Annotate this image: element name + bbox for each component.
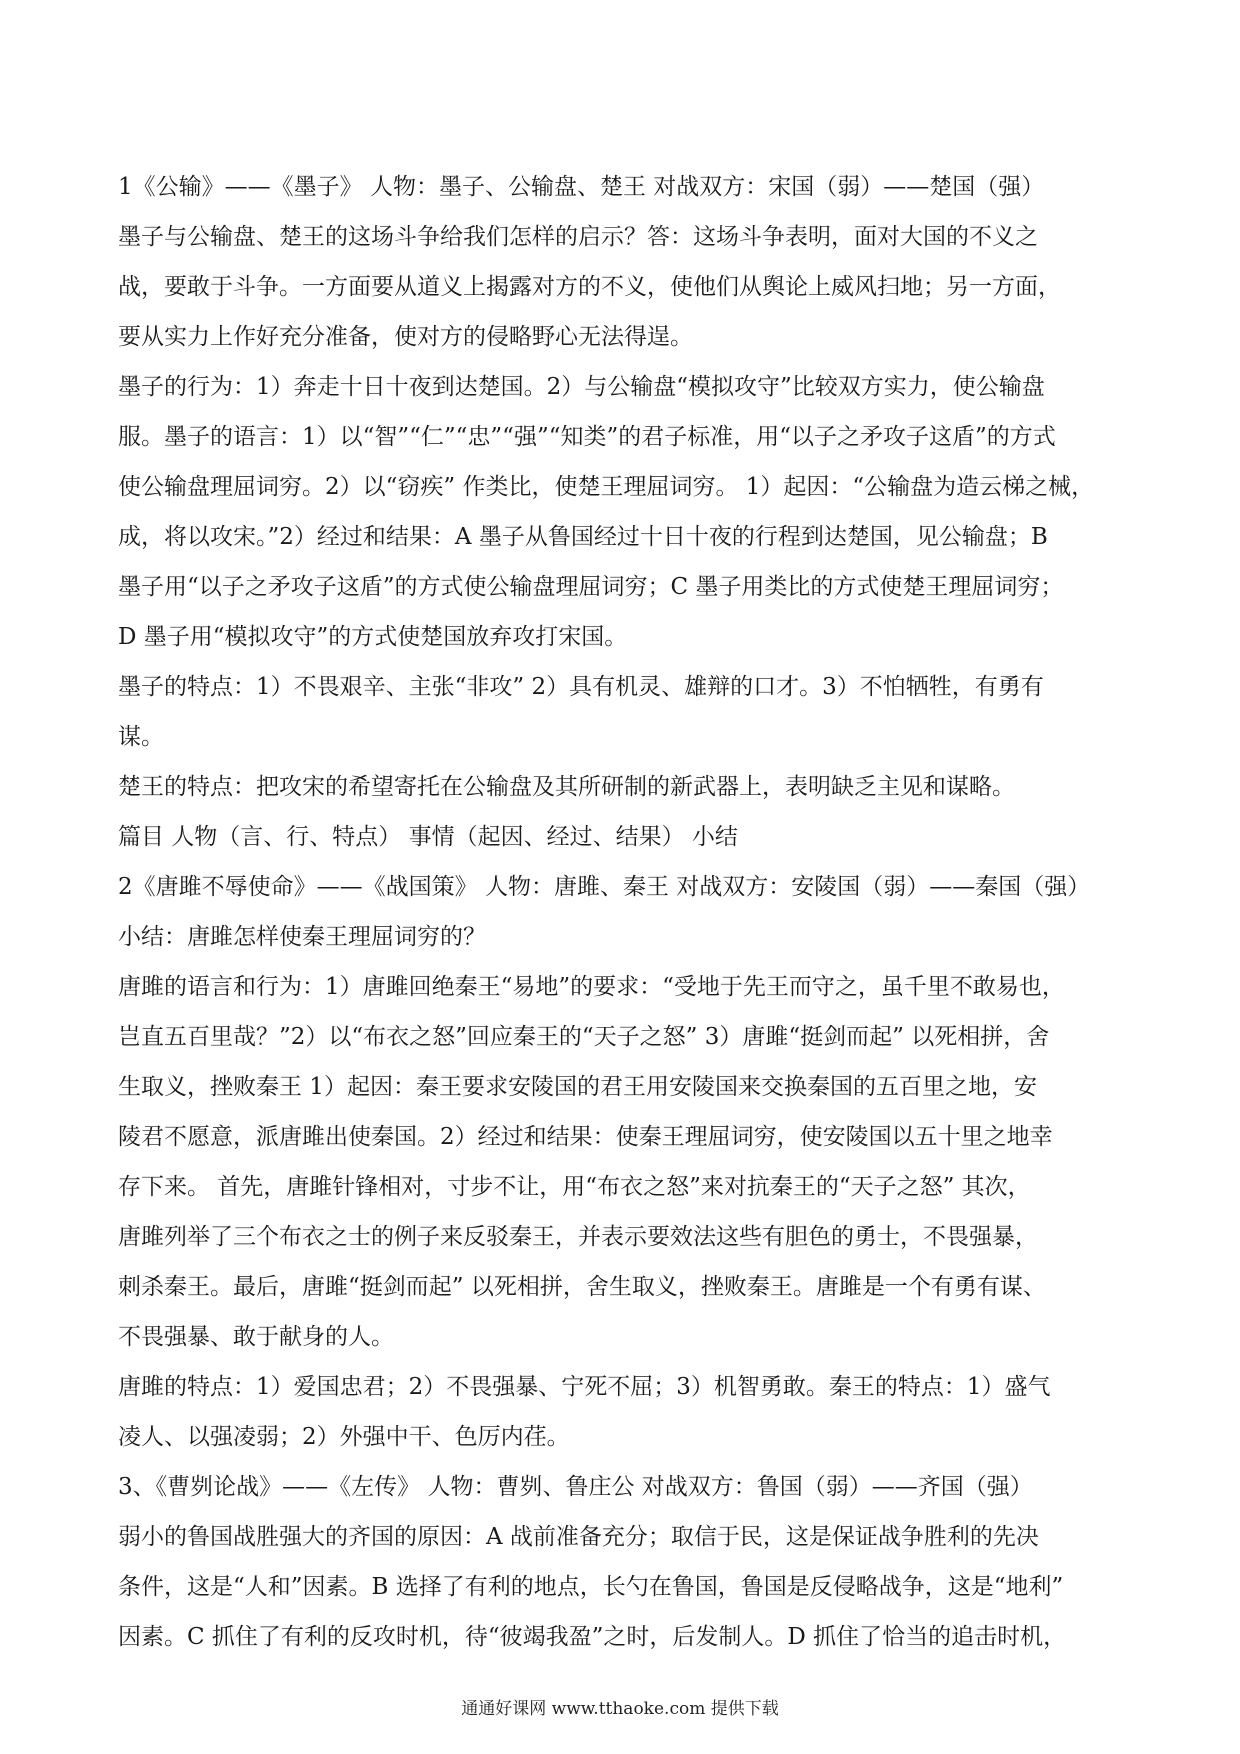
text-line: 墨子的行为：1）奔走十日十夜到达楚国。2）与公输盘“模拟攻守”比较双方实力，使公输盘 [118,374,1045,400]
body-text [118,162,1130,1662]
page-footer: 通通好课网 www.tthaoke.com 提供下载 [461,1699,779,1719]
text-line: 3、《曹刿论战》——《左传》 人物：曹刿、鲁庄公 对战双方：鲁国（弱）——齐国（强） [118,1474,1033,1500]
text-line: 弱小的鲁国战胜强大的齐国的原因：A 战前准备充分；取信于民，这是保证战争胜利的先决 [118,1524,1039,1550]
text-line: 唐雎列举了三个布衣之士的例子来反驳秦王，并表示要效法这些有胆色的勇士，不畏强暴， [118,1224,1038,1250]
text-line: 篇目 人物（言、行、特点） 事情（起因、经过、结果） 小结 [118,824,738,850]
text-line: 不畏强暴、敢于献身的人。 [118,1324,394,1350]
text-line: 墨子的特点：1）不畏艰辛、主张“非攻” 2）具有机灵、雄辩的口才。3）不怕牺牲，有勇有 [118,674,1044,700]
text-line: 使公输盘理屈词穷。2）以“窃疾” 作类比，使楚王理屈词穷。 1）起因：“公输盘为造云梯之械， [118,474,1095,500]
text-line: 唐雎的语言和行为：1）唐雎回绝秦王“易地”的要求：“受地于先王而守之，虽千里不敢易也， [118,974,1065,1000]
text-line: 唐雎的特点：1）爱国忠君；2）不畏强暴、宁死不屈；3）机智勇敢。秦王的特点：1）盛气 [118,1374,1051,1400]
text-line: 1《公输》——《墨子》 人物：墨子、公输盘、楚王 对战双方：宋国（弱）——楚国（强） [118,174,1045,200]
text-line: 陵君不愿意，派唐雎出使秦国。2）经过和结果：使秦王理屈词穷，使安陵国以五十里之地幸 [118,1124,1053,1150]
text-line: 刺杀秦王。最后，唐雎“挺剑而起” 以死相拼，舍生取义，挫败秦王。唐雎是一个有勇有谋、 [118,1274,1046,1300]
text-line: 谋。 [118,724,164,750]
text-line: 凌人、以强凌弱；2）外强中干、色厉内荏。 [118,1424,570,1450]
text-line: 小结：唐雎怎样使秦王理屈词穷的？ [118,924,486,950]
text-line: 因素。C 抓住了有利的反攻时机，待“彼竭我盈”之时，后发制人。D 抓住了恰当的追击时机， [118,1624,1067,1650]
text-line: 墨子与公输盘、楚王的这场斗争给我们怎样的启示？答：这场斗争表明，面对大国的不义之 [118,224,1038,250]
text-line: 存下来。 首先，唐雎针锋相对，寸步不让，用“布衣之怒”来对抗秦王的“天子之怒” 其次， [118,1174,1031,1200]
text-line: 墨子用“以子之矛攻子这盾”的方式使公输盘理屈词穷；C 墨子用类比的方式使楚王理屈词穷； [118,574,1064,600]
text-line: 要从实力上作好充分准备，使对方的侵略野心无法得逞。 [118,324,693,350]
text-line: 岂直五百里哉？”2）以“布衣之怒”回应秦王的“天子之怒” 3）唐雎“挺剑而起” 以死相拼，舍 [118,1024,1050,1050]
text-line: 服。墨子的语言：1）以“智”“仁”“忠”“强”“知类”的君子标准，用“以子之矛攻子这盾”的方式 [118,424,1056,450]
text-line: 条件，这是“人和”因素。B 选择了有利的地点，长勺在鲁国，鲁国是反侵略战争，这是“地利” [118,1574,1064,1600]
text-line: D 墨子用“模拟攻守”的方式使楚国放弃攻打宋国。 [118,624,628,650]
text-line: 楚王的特点：把攻宋的希望寄托在公输盘及其所研制的新武器上，表明缺乏主见和谋略。 [118,774,1015,800]
text-line: 生取义，挫败秦王 1）起因：秦王要求安陵国的君王用安陵国来交换秦国的五百里之地，安 [118,1074,1037,1100]
text-line: 成，将以攻宋。”2）经过和结果：A 墨子从鲁国经过十日十夜的行程到达楚国，见公输盘；B [118,524,1048,550]
text-line: 战，要敢于斗争。一方面要从道义上揭露对方的不义，使他们从舆论上威风扫地；另一方面， [118,274,1061,300]
text-line: 2《唐雎不辱使命》——《战国策》 人物：唐雎、秦王 对战双方：安陵国（弱）——秦国（强） [118,874,1091,900]
